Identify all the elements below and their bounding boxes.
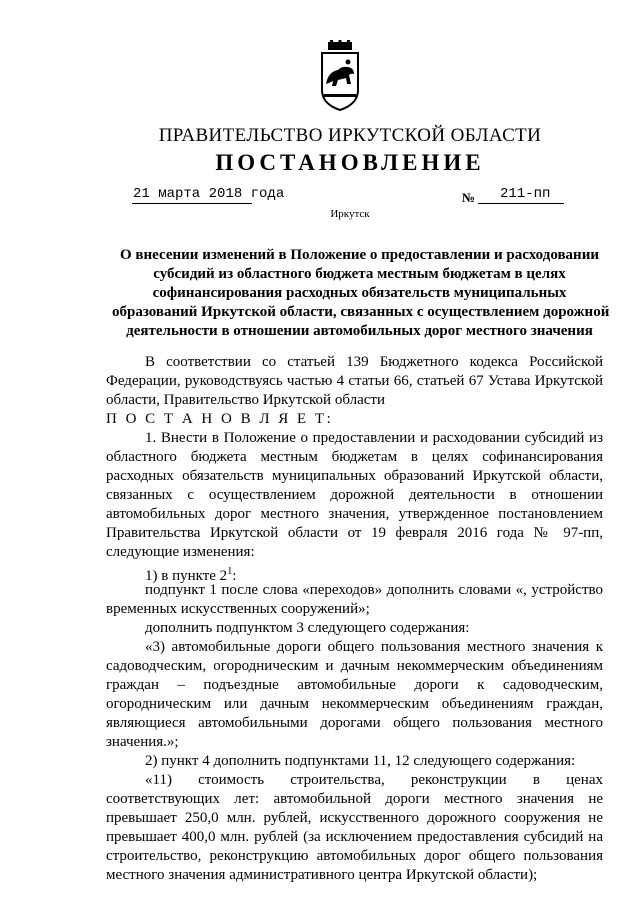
- title-line: деятельности в отношении автомобильных дорог местного значения: [126, 323, 593, 339]
- body-line: П О С Т А Н О В Л Я Е Т:: [106, 411, 334, 427]
- body-line: следующие изменения:: [106, 544, 255, 560]
- body-line: подпункт 1 после слова «переходов» дополнить словами «, устройство: [145, 582, 603, 598]
- body-line: 2) пункт 4 дополнить подпунктами 11, 12 следующего содержания:: [145, 753, 576, 769]
- colon: :: [232, 568, 237, 584]
- body-line: превышает 400,0 млн. рублей (за исключением предоставления субсидий на: [106, 829, 603, 845]
- body-line: связанных с осуществлением дорожной деятельности в отношении: [106, 487, 603, 503]
- body-line: превышает 250,0 млн. рублей, искусственного дорожного сооружения не: [106, 810, 603, 826]
- body-line: огородническим или дачным некоммерческим объединениям граждан,: [106, 696, 603, 712]
- number-underline: [478, 203, 564, 204]
- body-line-with-superscript: [106, 562, 603, 584]
- body-line: временных искусственных сооружений»;: [106, 601, 370, 617]
- date-underline: [132, 203, 252, 204]
- body-line: соответствующих лет: автомобильной дороги местного значения не: [106, 791, 603, 807]
- decree-number: 211-пп: [500, 186, 551, 202]
- irkutsk-coat-of-arms-icon: [318, 40, 362, 112]
- document-type-title: ПОСТАНОВЛЕНИЕ: [215, 150, 485, 175]
- body-text: 1) в пункте 2: [145, 568, 228, 584]
- body-line: местного значения административного центра Иркутской области);: [106, 867, 538, 883]
- body-line: «11) стоимость строительства, реконструкции в ценах: [145, 772, 603, 788]
- body-line: граждан – подъездные автомобильные дороги к садоводческим,: [106, 677, 603, 693]
- decree-title: [112, 246, 610, 341]
- title-line: субсидий из областного бюджета местным бюджетам в целях: [153, 266, 566, 282]
- number-sign: №: [462, 190, 476, 205]
- body-line: В соответствии со статьей 139 Бюджетного кодекса Российской: [145, 354, 603, 370]
- government-name: ПРАВИТЕЛЬСТВО ИРКУТСКОЙ ОБЛАСТИ: [158, 125, 542, 146]
- body-line: дополнить подпунктом 3 следующего содержания:: [145, 620, 470, 636]
- body-line: Правительства Иркутской области от 19 февраля 2016 года № 97-пп,: [106, 525, 603, 541]
- title-line: образований Иркутской области, связанных с осуществлением дорожной: [112, 304, 610, 320]
- body-line: автомобильных дорог местного значения, утвержденное постановлением: [106, 506, 603, 522]
- body-line: «3) автомобильные дороги общего пользования местного значения к: [145, 639, 603, 655]
- body-line: областного бюджета местным бюджетам в целях софинансирования: [106, 449, 603, 465]
- title-line: О внесении изменений в Положение о предоставлении и расходовании: [120, 247, 599, 263]
- title-line: софинансирования расходных обязательств муниципальных: [152, 285, 567, 301]
- superscript: 1: [227, 566, 233, 577]
- decree-body: [106, 353, 603, 885]
- body-line: области, Правительство Иркутской области: [106, 392, 385, 408]
- body-line: расходных обязательств муниципальных образований Иркутской области,: [106, 468, 603, 484]
- body-line: Федерации, руководствуясь частью 4 статьи 66, статьей 67 Устава Иркутской: [106, 373, 603, 389]
- body-line: являющиеся автомобильными дорогами общего пользования местного: [106, 715, 603, 731]
- city-name: Иркутск: [330, 208, 370, 220]
- body-line: 1. Внести в Положение о предоставлении и расходовании субсидий из: [145, 430, 603, 446]
- body-line: значения.»;: [106, 734, 179, 750]
- body-line: садоводческим, огородническим и дачным некоммерческим объединениям: [106, 658, 603, 674]
- decree-date: 21 марта 2018 года: [133, 186, 285, 202]
- body-line: строительство, реконструкцию автомобильных дорог общего пользования: [106, 848, 603, 864]
